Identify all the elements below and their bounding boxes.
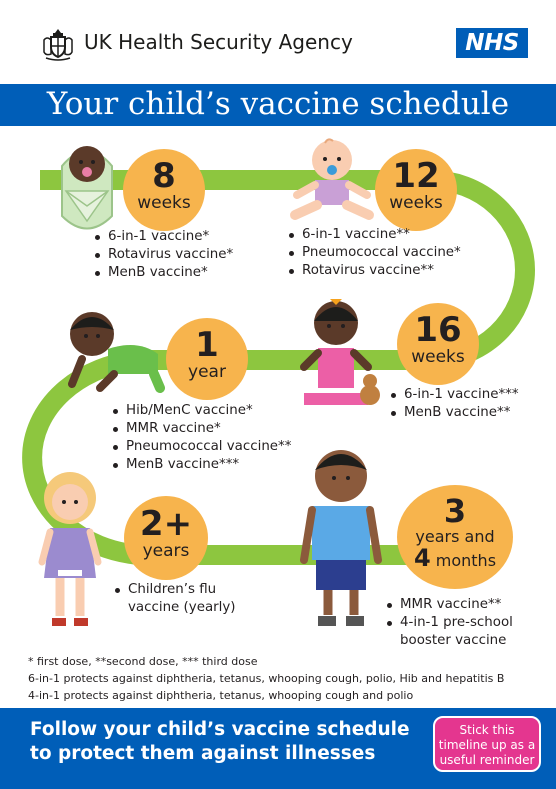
page-title: Your child’s vaccine schedule <box>46 86 510 122</box>
footnote-6-in-1: 6-in-1 protects against diphtheria, tetanus, whooping cough, polio, Hib and hepatitis B <box>28 672 505 685</box>
list-item: Children’s flu vaccine (yearly) <box>114 581 268 617</box>
milestone-unit-months <box>397 544 513 572</box>
milestone-unit: year <box>188 362 226 382</box>
milestone-number: 1 <box>195 325 219 365</box>
milestone-unit: weeks <box>389 193 443 213</box>
milestone-unit: years and <box>415 527 495 546</box>
list-item: MMR vaccine** <box>386 596 540 614</box>
vaccine-list-2-years <box>114 581 268 617</box>
footer-line: to protect them against illnesses <box>30 743 376 764</box>
milestone-number-months: 4 <box>413 544 431 572</box>
agency-name: UK Health Security Agency <box>84 30 353 54</box>
list-item: MenB vaccine* <box>94 264 233 282</box>
list-item: Rotavirus vaccine** <box>288 262 461 280</box>
vaccine-list-3-years <box>386 596 540 650</box>
footnotes <box>28 653 504 704</box>
sitting-baby-icon <box>287 135 377 225</box>
milestone-number: 12 <box>392 156 440 196</box>
nhs-logo: NHS <box>456 28 528 58</box>
reminder-line: Stick this <box>459 723 515 737</box>
footer-message <box>30 718 410 766</box>
list-item: MenB vaccine*** <box>112 456 291 474</box>
girl-with-teddy-icon <box>296 293 386 415</box>
milestone-12-weeks <box>375 149 457 231</box>
list-item: Pneumococcal vaccine* <box>288 244 461 262</box>
footer-line: Follow your child’s vaccine schedule <box>30 719 410 740</box>
milestone-16-weeks <box>397 303 479 385</box>
milestone-number: 16 <box>414 310 462 350</box>
vaccine-list-1-year <box>112 402 291 474</box>
milestone-1-year <box>166 318 248 400</box>
vaccine-list-12-weeks <box>288 226 461 280</box>
list-item: MMR vaccine* <box>112 420 291 438</box>
toddler-girl-icon <box>36 462 104 628</box>
milestone-number: 3 <box>443 492 467 530</box>
reminder-line: useful reminder <box>439 753 535 767</box>
reminder-badge <box>433 716 541 772</box>
milestone-3-years-4-months <box>397 485 513 589</box>
milestone-number: 8 <box>152 156 176 196</box>
vaccine-list-8-weeks <box>94 228 233 282</box>
list-item: Pneumococcal vaccine** <box>112 438 291 456</box>
list-item: Rotavirus vaccine* <box>94 246 233 264</box>
boy-icon <box>300 440 382 630</box>
footnote-doses: * first dose, **second dose, *** third dose <box>28 655 258 668</box>
baby-in-blanket-icon <box>52 136 122 234</box>
milestone-unit: weeks <box>411 347 465 367</box>
list-item: 6-in-1 vaccine* <box>94 228 233 246</box>
list-item: MenB vaccine** <box>390 404 519 422</box>
milestone-unit-months-label: months <box>435 551 497 570</box>
list-item: Hib/MenC vaccine* <box>112 402 291 420</box>
milestone-2-years <box>124 496 208 580</box>
crawling-baby-icon <box>62 304 170 396</box>
list-item: 4-in-1 pre-school booster vaccine <box>386 614 540 650</box>
milestone-unit: years <box>142 541 190 561</box>
list-item: 6-in-1 vaccine** <box>288 226 461 244</box>
milestone-8-weeks <box>123 149 205 231</box>
milestone-unit: weeks <box>137 193 191 213</box>
vaccine-list-16-weeks <box>390 386 519 422</box>
reminder-line: timeline up as a <box>438 738 536 752</box>
list-item: 6-in-1 vaccine*** <box>390 386 519 404</box>
footnote-4-in-1: 4-in-1 protects against diphtheria, tetanus, whooping cough and polio <box>28 689 414 702</box>
milestone-number: 2+ <box>139 504 193 544</box>
